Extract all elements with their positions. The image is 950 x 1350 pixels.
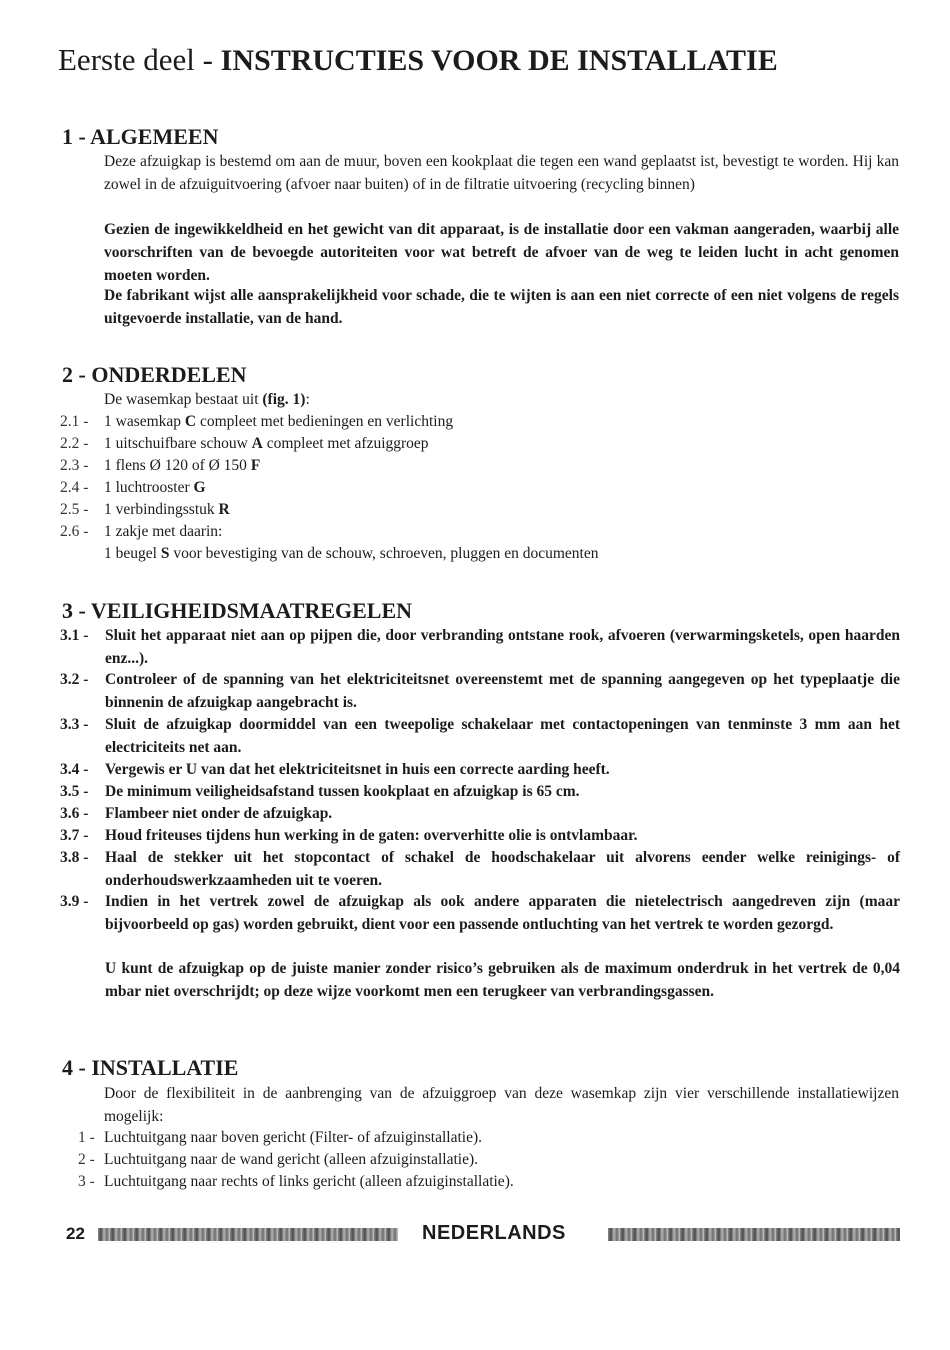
parts-list-subitem xyxy=(104,543,598,565)
item-number: 2.3 - xyxy=(60,457,89,474)
section-1-paragraph-3: De fabrikant wijst alle aansprakelijkheid voor schade, die te wijten is aan een niet correcte of een niet volgens de regels uitgevoerde installatie, van de hand. xyxy=(104,287,899,327)
item-text-rest: compleet met afzuiggroep xyxy=(262,435,429,452)
installation-option xyxy=(78,1171,918,1193)
item-text: Vergewis er U van dat het elektriciteitsnet in huis een correcte aarding heeft. xyxy=(105,761,610,778)
safety-item xyxy=(60,668,900,714)
item-text: De minimum veiligheidsafstand tussen kookplaat en afzuigkap is 65 cm. xyxy=(105,783,580,800)
item-number: 2 - xyxy=(78,1151,95,1168)
item-number: 3.8 - xyxy=(60,849,89,866)
item-text: Sluit het apparaat niet aan op pijpen die, door verbranding ontstane rook, afvoeren (verwarmingsketels, open haarden enz...). xyxy=(105,627,900,667)
safety-item xyxy=(60,780,900,803)
item-number: 3.9 - xyxy=(60,893,89,910)
item-number: 3.3 - xyxy=(60,716,89,733)
item-letter: R xyxy=(218,501,230,518)
section-2-intro-text: De wasemkap bestaat uit xyxy=(104,391,259,408)
item-number: 3.7 - xyxy=(60,827,89,844)
item-text: 1 uitschuifbare schouw xyxy=(104,435,252,452)
safety-item xyxy=(60,758,900,781)
footer-language: NEDERLANDS xyxy=(422,1222,566,1244)
item-text: Controleer of de spanning van het elektriciteitsnet overeenstemt met de spanning aangegeven op het typeplaatje die binnenin de afzuigkap aangebracht is. xyxy=(105,671,900,711)
item-number: 3 - xyxy=(78,1173,95,1190)
safety-item xyxy=(60,824,900,847)
safety-item xyxy=(60,802,900,825)
section-1-paragraph-1: Deze afzuigkap is bestemd om aan de muur, boven een kookplaat die tegen een wand geplaatst ist, bevestigt te worden. Hij kan zowel in de afzuiguitvoering (afvoer naar buiten) of in de filtratie uitvoering (recycling binnen) xyxy=(104,153,899,193)
section-3-heading: 3 - VEILIGHEIDSMAATREGELEN xyxy=(62,598,413,623)
item-number: 3.6 - xyxy=(60,805,89,822)
item-text: 1 flens Ø 120 of Ø 150 xyxy=(104,457,251,474)
safety-extra-paragraph: U kunt de afzuigkap op de juiste manier zonder risico’s gebruiken als de maximum onderdruk in het vertrek de 0,04 mbar niet overschrijdt; op deze wijze voorkomt men een terugkeer van verbrandingsgassen. xyxy=(105,960,900,1000)
item-text: Flambeer niet onder de afzuigkap. xyxy=(105,805,333,822)
title-main: INSTRUCTIES VOOR DE INSTALLATIE xyxy=(220,44,778,77)
section-2-intro xyxy=(104,389,310,411)
item-letter: A xyxy=(251,435,263,452)
figure-reference: (fig. 1) xyxy=(262,391,306,408)
parts-list-item xyxy=(60,411,900,433)
safety-item xyxy=(60,846,900,892)
parts-list-item xyxy=(60,433,900,455)
page-number: 22 xyxy=(66,1224,85,1243)
item-number: 3.1 - xyxy=(60,627,89,644)
section-1-paragraph-2: Gezien de ingewikkeldheid en het gewicht van dit apparaat, is de installatie door een vakman aangeraden, waarbij alle voorschriften van de bevoegde autoriteiten voor wat betreft de afvoer van de weg te leiden lucht in acht genomen moeten worden. xyxy=(104,221,899,284)
item-number: 1 - xyxy=(78,1129,95,1146)
item-text-rest: compleet met bedieningen en verlichting xyxy=(196,413,454,430)
parts-list-item xyxy=(60,499,900,521)
page-title xyxy=(58,42,778,79)
item-letter: C xyxy=(184,413,197,430)
installation-option xyxy=(78,1127,918,1149)
safety-item xyxy=(60,713,900,759)
decorative-bar-right xyxy=(608,1228,900,1241)
item-letter: F xyxy=(250,457,261,474)
decorative-bar-left xyxy=(98,1228,398,1241)
item-text: 1 zakje met daarin: xyxy=(104,523,223,540)
item-number: 3.5 - xyxy=(60,783,89,800)
subitem-letter: S xyxy=(160,545,170,562)
item-text: Luchtuitgang naar de wand gericht (alleen afzuiginstallatie). xyxy=(104,1151,478,1168)
item-text: Indien in het vertrek zowel de afzuigkap als ook andere apparaten die nietelectrisch aangedreven zijn (maar bijvoorbeeld op gas) worden gebruikt, dient voor een passende ontluchting van het vertrek te worden gezorgd. xyxy=(105,893,900,933)
item-number: 2.1 - xyxy=(60,413,89,430)
item-text: 1 luchtrooster xyxy=(104,479,194,496)
section-1-heading: 1 - ALGEMEEN xyxy=(62,124,219,149)
section-4-heading: 4 - INSTALLATIE xyxy=(62,1055,239,1080)
safety-item xyxy=(60,890,900,936)
item-text: Haal de stekker uit het stopcontact of schakel de hoodschakelaar uit alvorens eender welke reinigings- of onderhoudswerkzaamheden uit te voeren. xyxy=(105,849,900,889)
subitem-text-rest: voor bevestiging van de schouw, schroeven, pluggen en documenten xyxy=(169,545,599,562)
item-text: Luchtuitgang naar boven gericht (Filter- of afzuiginstallatie). xyxy=(104,1129,483,1146)
item-number: 3.4 - xyxy=(60,761,89,778)
item-number: 3.2 - xyxy=(60,671,89,688)
item-letter: G xyxy=(193,479,206,496)
item-text: Sluit de afzuigkap doormiddel van een tweepolige schakelaar met contactopeningen van tenminste 3 mm aan het electriciteits net aan. xyxy=(105,716,900,756)
subitem-text: 1 beugel xyxy=(104,545,161,562)
section-2-heading: 2 - ONDERDELEN xyxy=(62,362,247,387)
item-number: 2.5 - xyxy=(60,501,89,518)
page-footer xyxy=(66,1222,902,1246)
section-4-paragraph: Door de flexibiliteit in de aanbrenging van de afzuiggroep van deze wasemkap zijn vier verschillende installatiewijzen mogelijk: xyxy=(104,1085,899,1125)
safety-item xyxy=(60,624,900,670)
item-number: 2.4 - xyxy=(60,479,89,496)
parts-list-item xyxy=(60,455,900,477)
parts-list-item xyxy=(60,477,900,499)
parts-list-item xyxy=(60,521,900,543)
item-text: 1 verbindingsstuk xyxy=(104,501,219,518)
item-text: Luchtuitgang naar rechts of links gericht (alleen afzuiginstallatie). xyxy=(104,1173,514,1190)
item-number: 2.6 - xyxy=(60,523,89,540)
item-text: 1 wasemkap xyxy=(104,413,185,430)
section-2-intro-end: : xyxy=(305,391,310,408)
title-prefix: Eerste deel - xyxy=(58,42,221,77)
item-number: 2.2 - xyxy=(60,435,89,452)
item-text: Houd friteuses tijdens hun werking in de gaten: oververhitte olie is ontvlambaar. xyxy=(105,827,638,844)
installation-option xyxy=(78,1149,918,1171)
